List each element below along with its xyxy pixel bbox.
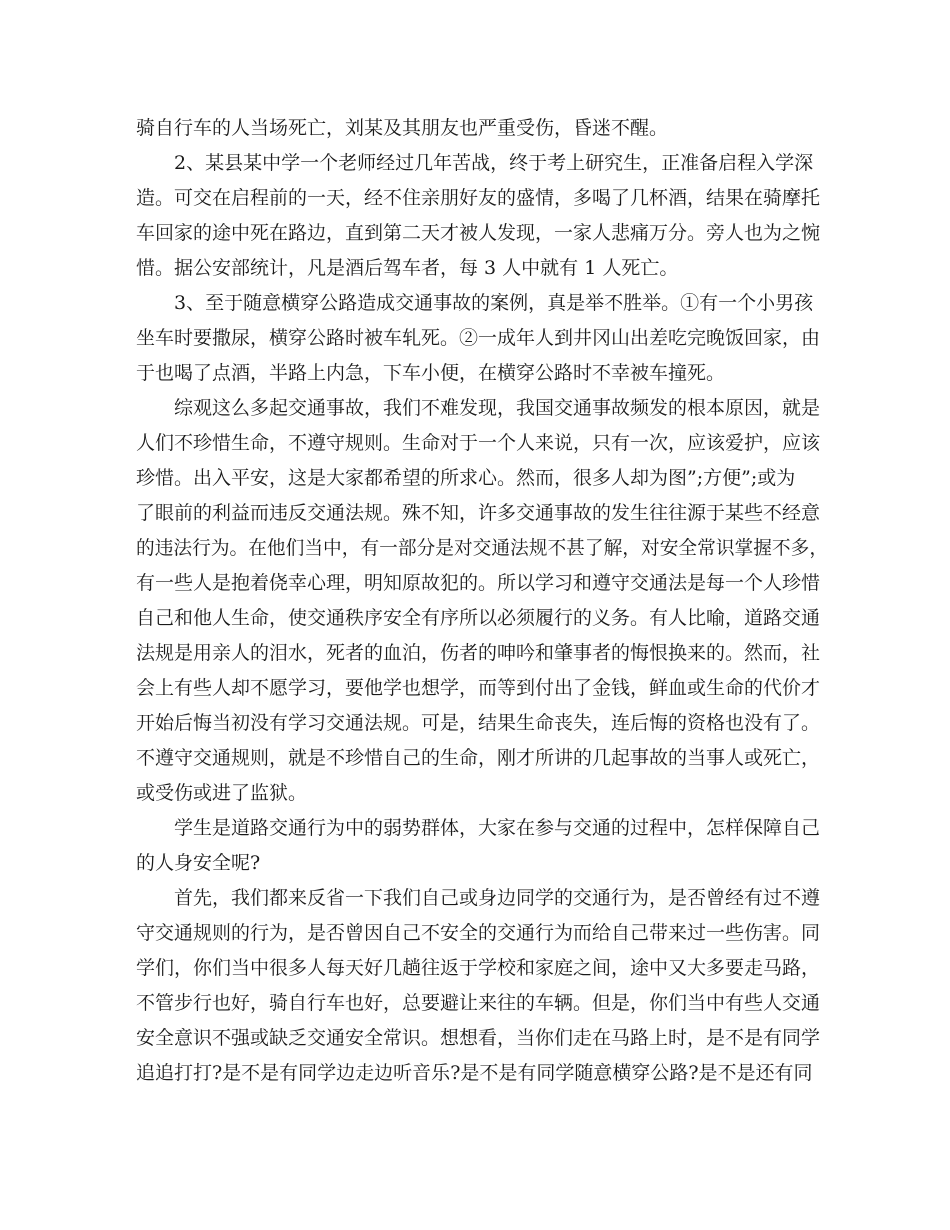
text-line: 不管步行也好，骑自行车也好，总要避让来往的车辆。但是，你们当中有些人交通 <box>136 992 821 1014</box>
text-line: 会上有些人却不愿学习，要他学也想学，而等到付出了金钱，鲜血或生命的代价才 <box>136 677 821 699</box>
text-line: 车回家的途中死在路边，直到第二天才被人发现，一家人悲痛万分。旁人也为之惋 <box>136 222 821 244</box>
text-line: 了眼前的利益而违反交通法规。殊不知，许多交通事故的发生往往源于某些不经意 <box>136 502 821 524</box>
text-line: 惜。据公安部统计，凡是酒后驾车者，每 3 人中就有 1 人死亡。 <box>136 257 679 279</box>
text-line: 开始后悔当初没有学习交通法规。可是，结果生命丧失，连后悔的资格也没有了。 <box>136 712 821 734</box>
text-line: 人们不珍惜生命，不遵守规则。生命对于一个人来说，只有一次，应该爱护，应该 <box>136 432 821 454</box>
text-line: 坐车时要撒尿，横穿公路时被车轧死。②一成年人到井冈山出差吃完晚饭回家，由 <box>136 327 821 349</box>
text-line: 学生是道路交通行为中的弱势群体，大家在参与交通的过程中，怎样保障自己 <box>174 817 821 839</box>
text-line: 3、至于随意横穿公路造成交通事故的案例，真是举不胜举。①有一个小男孩 <box>174 292 814 314</box>
text-line: 有一些人是抱着侥幸心理，明知原故犯的。所以学习和遵守交通法是每一个人珍惜 <box>136 572 821 594</box>
text-line: 造。可交在启程前的一天，经不住亲朋好友的盛情，多喝了几杯酒，结果在骑摩托 <box>136 187 821 209</box>
text-line: 2、某县某中学一个老师经过几年苦战，终于考上研究生，正准备启程入学深 <box>174 152 814 174</box>
text-line: 守交通规则的行为，是否曾因自己不安全的交通行为而给自己带来过一些伤害。同 <box>136 922 821 944</box>
text-line: 于也喝了点酒，半路上内急，下车小便，在横穿公路时不幸被车撞死。 <box>136 362 726 384</box>
text-line: 追追打打?是不是有同学边走边听音乐?是不是有同学随意横穿公路?是不是还有同 <box>136 1062 813 1084</box>
text-line: 或受伤或进了监狱。 <box>136 782 308 804</box>
text-line: 自己和他人生命，使交通秩序安全有序所以必须履行的义务。有人比喻，道路交通 <box>136 607 821 629</box>
text-line: 安全意识不强或缺乏交通安全常识。想想看，当你们走在马路上时，是不是有同学 <box>136 1027 821 1049</box>
text-line: 骑自行车的人当场死亡，刘某及其朋友也严重受伤，昏迷不醒。 <box>136 117 669 139</box>
text-line: 不遵守交通规则，就是不珍惜自己的生命，刚才所讲的几起事故的当事人或死亡， <box>136 747 821 769</box>
text-line: 综观这么多起交通事故，我们不难发现，我国交通事故频发的根本原因，就是 <box>174 397 821 419</box>
text-line: 首先，我们都来反省一下我们自己或身边同学的交通行为，是否曾经有过不遵 <box>174 887 821 909</box>
text-line: 珍惜。出入平安，这是大家都希望的所求心。然而，很多人却为图”;方便”;或为 <box>136 467 796 489</box>
text-line: 的人身安全呢? <box>136 852 261 874</box>
text-line: 学们，你们当中很多人每天好几趟往返于学校和家庭之间，途中又大多要走马路， <box>136 957 821 979</box>
text-line: 法规是用亲人的泪水，死者的血泊，伤者的呻吟和肇事者的悔恨换来的。然而，社 <box>136 642 821 664</box>
text-line: 的违法行为。在他们当中，有一部分是对交通法规不甚了解，对安全常识掌握不多， <box>136 537 829 559</box>
